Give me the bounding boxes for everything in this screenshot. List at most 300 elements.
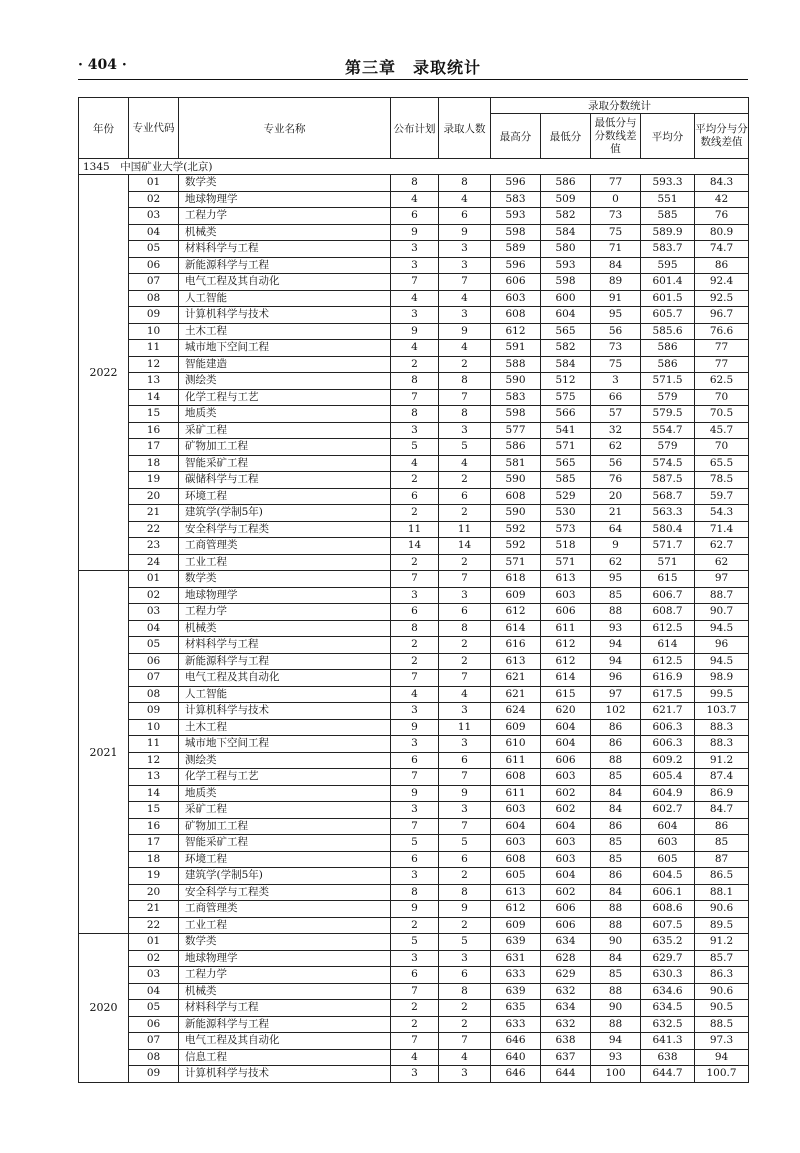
header-rule: [78, 79, 748, 80]
min-cell: 628: [541, 950, 591, 967]
avg-diff-cell: 91.2: [695, 934, 749, 951]
code-cell: 08: [129, 290, 179, 307]
min-diff-cell: 84: [591, 802, 641, 819]
plan-cell: 9: [391, 224, 439, 241]
min-diff-cell: 91: [591, 290, 641, 307]
min-diff-cell: 75: [591, 356, 641, 373]
major-name-cell: 新能源科学与工程: [179, 1016, 391, 1033]
admit-cell: 9: [439, 785, 491, 802]
admit-cell: 5: [439, 835, 491, 852]
min-cell: 575: [541, 389, 591, 406]
avg-diff-cell: 45.7: [695, 422, 749, 439]
major-name-cell: 工业工程: [179, 554, 391, 571]
plan-cell: 6: [391, 488, 439, 505]
avg-cell: 616.9: [641, 670, 695, 687]
table-row: [79, 422, 749, 439]
major-name-cell: 智能采矿工程: [179, 835, 391, 852]
avg-diff-cell: 90.7: [695, 604, 749, 621]
code-cell: 03: [129, 967, 179, 984]
min-diff-cell: 95: [591, 571, 641, 588]
max-cell: 603: [491, 835, 541, 852]
major-name-cell: 电气工程及其自动化: [179, 1033, 391, 1050]
min-diff-cell: 96: [591, 670, 641, 687]
admit-cell: 3: [439, 802, 491, 819]
min-diff-cell: 57: [591, 406, 641, 423]
min-cell: 620: [541, 703, 591, 720]
table-row: [79, 274, 749, 291]
year-cell: 2021: [79, 571, 129, 934]
header-code: 专业代码: [129, 98, 179, 159]
avg-diff-cell: 80.9: [695, 224, 749, 241]
major-name-cell: 新能源科学与工程: [179, 653, 391, 670]
code-cell: 22: [129, 917, 179, 934]
plan-cell: 3: [391, 950, 439, 967]
plan-cell: 7: [391, 274, 439, 291]
admit-cell: 8: [439, 373, 491, 390]
avg-diff-cell: 92.5: [695, 290, 749, 307]
min-cell: 582: [541, 208, 591, 225]
min-diff-cell: 88: [591, 901, 641, 918]
max-cell: 604: [491, 818, 541, 835]
plan-cell: 3: [391, 257, 439, 274]
min-diff-cell: 85: [591, 851, 641, 868]
plan-cell: 8: [391, 884, 439, 901]
code-cell: 09: [129, 703, 179, 720]
table-row: [79, 868, 749, 885]
code-cell: 08: [129, 686, 179, 703]
min-diff-cell: 84: [591, 950, 641, 967]
table-row: [79, 406, 749, 423]
min-cell: 580: [541, 241, 591, 258]
code-cell: 15: [129, 802, 179, 819]
major-name-cell: 建筑学(学制5年): [179, 505, 391, 522]
plan-cell: 11: [391, 521, 439, 538]
admit-cell: 7: [439, 571, 491, 588]
header-avg-diff: 平均分与分数线差值: [695, 114, 749, 159]
plan-cell: 4: [391, 191, 439, 208]
code-cell: 04: [129, 983, 179, 1000]
avg-cell: 579.5: [641, 406, 695, 423]
major-name-cell: 环境工程: [179, 851, 391, 868]
admit-cell: 3: [439, 1066, 491, 1083]
avg-diff-cell: 96: [695, 637, 749, 654]
major-name-cell: 信息工程: [179, 1049, 391, 1066]
min-diff-cell: 90: [591, 1000, 641, 1017]
min-cell: 565: [541, 455, 591, 472]
major-name-cell: 工程力学: [179, 967, 391, 984]
code-cell: 14: [129, 785, 179, 802]
code-cell: 01: [129, 571, 179, 588]
major-name-cell: 人工智能: [179, 686, 391, 703]
table-row: [79, 290, 749, 307]
major-name-cell: 地球物理学: [179, 191, 391, 208]
table-row: [79, 686, 749, 703]
plan-cell: 6: [391, 604, 439, 621]
avg-diff-cell: 84.7: [695, 802, 749, 819]
min-diff-cell: 32: [591, 422, 641, 439]
plan-cell: 7: [391, 1033, 439, 1050]
avg-cell: 607.5: [641, 917, 695, 934]
avg-diff-cell: 90.5: [695, 1000, 749, 1017]
code-cell: 17: [129, 835, 179, 852]
code-cell: 17: [129, 439, 179, 456]
code-cell: 16: [129, 818, 179, 835]
major-name-cell: 工商管理类: [179, 538, 391, 555]
max-cell: 640: [491, 1049, 541, 1066]
plan-cell: 6: [391, 752, 439, 769]
code-cell: 03: [129, 208, 179, 225]
major-name-cell: 测绘类: [179, 752, 391, 769]
avg-diff-cell: 77: [695, 356, 749, 373]
avg-diff-cell: 88.1: [695, 884, 749, 901]
min-cell: 613: [541, 571, 591, 588]
code-cell: 05: [129, 1000, 179, 1017]
table-row: [79, 1016, 749, 1033]
major-name-cell: 工程力学: [179, 208, 391, 225]
plan-cell: 4: [391, 455, 439, 472]
min-diff-cell: 85: [591, 769, 641, 786]
avg-cell: 608.6: [641, 901, 695, 918]
admit-cell: 7: [439, 389, 491, 406]
plan-cell: 6: [391, 851, 439, 868]
avg-cell: 617.5: [641, 686, 695, 703]
table-row: [79, 1000, 749, 1017]
major-name-cell: 安全科学与工程类: [179, 521, 391, 538]
min-cell: 584: [541, 356, 591, 373]
min-cell: 571: [541, 554, 591, 571]
major-name-cell: 数学类: [179, 571, 391, 588]
admit-cell: 7: [439, 1033, 491, 1050]
avg-cell: 586: [641, 356, 695, 373]
admit-cell: 7: [439, 274, 491, 291]
min-diff-cell: 90: [591, 934, 641, 951]
code-cell: 12: [129, 356, 179, 373]
table-row: [79, 1066, 749, 1083]
max-cell: 614: [491, 620, 541, 637]
table-row: [79, 488, 749, 505]
avg-cell: 554.7: [641, 422, 695, 439]
admit-cell: 8: [439, 983, 491, 1000]
code-cell: 07: [129, 1033, 179, 1050]
plan-cell: 4: [391, 340, 439, 357]
table-row: [79, 884, 749, 901]
plan-cell: 7: [391, 389, 439, 406]
max-cell: 598: [491, 406, 541, 423]
avg-cell: 603: [641, 835, 695, 852]
min-diff-cell: 88: [591, 752, 641, 769]
code-cell: 01: [129, 175, 179, 192]
admit-cell: 3: [439, 703, 491, 720]
avg-cell: 589.9: [641, 224, 695, 241]
min-cell: 603: [541, 851, 591, 868]
avg-diff-cell: 96.7: [695, 307, 749, 324]
code-cell: 07: [129, 274, 179, 291]
header-score-group: 录取分数统计: [491, 98, 749, 114]
avg-cell: 605: [641, 851, 695, 868]
major-name-cell: 地球物理学: [179, 587, 391, 604]
code-cell: 22: [129, 521, 179, 538]
max-cell: 639: [491, 983, 541, 1000]
min-diff-cell: 84: [591, 884, 641, 901]
plan-cell: 7: [391, 769, 439, 786]
school-row: 1345 中国矿业大学(北京): [79, 159, 749, 175]
plan-cell: 3: [391, 587, 439, 604]
avg-cell: 595: [641, 257, 695, 274]
min-diff-cell: 9: [591, 538, 641, 555]
table-row: [79, 521, 749, 538]
major-name-cell: 智能建造: [179, 356, 391, 373]
max-cell: 621: [491, 686, 541, 703]
admit-cell: 4: [439, 1049, 491, 1066]
table-row: [79, 802, 749, 819]
min-diff-cell: 86: [591, 868, 641, 885]
major-name-cell: 新能源科学与工程: [179, 257, 391, 274]
avg-diff-cell: 71.4: [695, 521, 749, 538]
min-diff-cell: 62: [591, 439, 641, 456]
code-cell: 03: [129, 604, 179, 621]
min-diff-cell: 85: [591, 587, 641, 604]
avg-diff-cell: 54.3: [695, 505, 749, 522]
code-cell: 06: [129, 653, 179, 670]
min-diff-cell: 89: [591, 274, 641, 291]
major-name-cell: 矿物加工工程: [179, 439, 391, 456]
plan-cell: 3: [391, 736, 439, 753]
avg-cell: 604.5: [641, 868, 695, 885]
avg-cell: 612.5: [641, 653, 695, 670]
code-cell: 01: [129, 934, 179, 951]
min-diff-cell: 0: [591, 191, 641, 208]
plan-cell: 7: [391, 571, 439, 588]
table-row: [79, 257, 749, 274]
year-cell: 2020: [79, 934, 129, 1083]
avg-diff-cell: 87.4: [695, 769, 749, 786]
min-diff-cell: 21: [591, 505, 641, 522]
avg-diff-cell: 84.3: [695, 175, 749, 192]
min-cell: 634: [541, 1000, 591, 1017]
min-cell: 615: [541, 686, 591, 703]
code-cell: 02: [129, 950, 179, 967]
avg-cell: 586: [641, 340, 695, 357]
admit-cell: 7: [439, 670, 491, 687]
admission-table: [78, 97, 749, 1083]
code-cell: 09: [129, 307, 179, 324]
min-cell: 602: [541, 802, 591, 819]
admit-cell: 3: [439, 422, 491, 439]
table-row: [79, 455, 749, 472]
admit-cell: 6: [439, 208, 491, 225]
table-row: [79, 934, 749, 951]
admit-cell: 2: [439, 356, 491, 373]
table-row: [79, 670, 749, 687]
avg-diff-cell: 76.6: [695, 323, 749, 340]
min-cell: 585: [541, 472, 591, 489]
table-row: [79, 472, 749, 489]
plan-cell: 8: [391, 620, 439, 637]
major-name-cell: 计算机科学与技术: [179, 1066, 391, 1083]
max-cell: 612: [491, 901, 541, 918]
table-row: [79, 554, 749, 571]
max-cell: 609: [491, 917, 541, 934]
header-name: 专业名称: [179, 98, 391, 159]
table-row: [79, 1049, 749, 1066]
max-cell: 588: [491, 356, 541, 373]
min-cell: 603: [541, 769, 591, 786]
table-row: [79, 653, 749, 670]
plan-cell: 4: [391, 1049, 439, 1066]
avg-diff-cell: 77: [695, 340, 749, 357]
major-name-cell: 计算机科学与技术: [179, 703, 391, 720]
min-diff-cell: 86: [591, 818, 641, 835]
min-cell: 604: [541, 719, 591, 736]
table-row: [79, 208, 749, 225]
min-cell: 638: [541, 1033, 591, 1050]
min-diff-cell: 88: [591, 604, 641, 621]
avg-cell: 615: [641, 571, 695, 588]
table-row: [79, 323, 749, 340]
plan-cell: 4: [391, 290, 439, 307]
admit-cell: 2: [439, 653, 491, 670]
plan-cell: 2: [391, 554, 439, 571]
max-cell: 603: [491, 802, 541, 819]
admit-cell: 2: [439, 917, 491, 934]
code-cell: 04: [129, 224, 179, 241]
page-number: · 404 ·: [78, 57, 127, 73]
avg-cell: 602.7: [641, 802, 695, 819]
table-row: [79, 637, 749, 654]
min-cell: 541: [541, 422, 591, 439]
avg-cell: 634.6: [641, 983, 695, 1000]
plan-cell: 9: [391, 323, 439, 340]
table-row: [79, 307, 749, 324]
avg-cell: 635.2: [641, 934, 695, 951]
avg-cell: 583.7: [641, 241, 695, 258]
admit-cell: 3: [439, 587, 491, 604]
plan-cell: 2: [391, 505, 439, 522]
header-avg: 平均分: [641, 114, 695, 159]
min-cell: 637: [541, 1049, 591, 1066]
major-name-cell: 材料科学与工程: [179, 637, 391, 654]
max-cell: 593: [491, 208, 541, 225]
plan-cell: 2: [391, 356, 439, 373]
avg-diff-cell: 86: [695, 257, 749, 274]
table-row: [79, 191, 749, 208]
avg-diff-cell: 88.5: [695, 1016, 749, 1033]
admit-cell: 3: [439, 950, 491, 967]
code-cell: 04: [129, 620, 179, 637]
plan-cell: 2: [391, 1000, 439, 1017]
min-cell: 582: [541, 340, 591, 357]
min-diff-cell: 73: [591, 208, 641, 225]
avg-cell: 634.5: [641, 1000, 695, 1017]
max-cell: 605: [491, 868, 541, 885]
avg-cell: 601.4: [641, 274, 695, 291]
table-row: [79, 835, 749, 852]
plan-cell: 6: [391, 208, 439, 225]
min-cell: 611: [541, 620, 591, 637]
min-diff-cell: 102: [591, 703, 641, 720]
max-cell: 571: [491, 554, 541, 571]
plan-cell: 5: [391, 439, 439, 456]
plan-cell: 8: [391, 175, 439, 192]
header-admit: 录取人数: [439, 98, 491, 159]
min-diff-cell: 94: [591, 637, 641, 654]
avg-diff-cell: 86: [695, 818, 749, 835]
plan-cell: 2: [391, 917, 439, 934]
avg-cell: 593.3: [641, 175, 695, 192]
major-name-cell: 碳储科学与工程: [179, 472, 391, 489]
code-cell: 06: [129, 257, 179, 274]
table-row: [79, 340, 749, 357]
code-cell: 19: [129, 868, 179, 885]
avg-diff-cell: 85.7: [695, 950, 749, 967]
admit-cell: 3: [439, 307, 491, 324]
admit-cell: 3: [439, 241, 491, 258]
plan-cell: 14: [391, 538, 439, 555]
min-diff-cell: 86: [591, 719, 641, 736]
avg-cell: 601.5: [641, 290, 695, 307]
min-diff-cell: 88: [591, 983, 641, 1000]
code-cell: 13: [129, 373, 179, 390]
avg-diff-cell: 76: [695, 208, 749, 225]
table-row: [79, 917, 749, 934]
avg-diff-cell: 87: [695, 851, 749, 868]
avg-cell: 551: [641, 191, 695, 208]
table-row: [79, 505, 749, 522]
plan-cell: 7: [391, 983, 439, 1000]
major-name-cell: 工商管理类: [179, 901, 391, 918]
table-row: [79, 373, 749, 390]
avg-cell: 585.6: [641, 323, 695, 340]
code-cell: 09: [129, 1066, 179, 1083]
min-diff-cell: 93: [591, 1049, 641, 1066]
code-cell: 23: [129, 538, 179, 555]
table-row: [79, 719, 749, 736]
min-diff-cell: 94: [591, 1033, 641, 1050]
header-min-diff: 最低分与分数线差值: [591, 114, 641, 159]
avg-cell: 585: [641, 208, 695, 225]
avg-diff-cell: 89.5: [695, 917, 749, 934]
major-name-cell: 采矿工程: [179, 422, 391, 439]
max-cell: 598: [491, 224, 541, 241]
avg-diff-cell: 98.9: [695, 670, 749, 687]
avg-diff-cell: 88.3: [695, 719, 749, 736]
min-diff-cell: 88: [591, 1016, 641, 1033]
avg-diff-cell: 90.6: [695, 983, 749, 1000]
plan-cell: 7: [391, 818, 439, 835]
avg-cell: 641.3: [641, 1033, 695, 1050]
code-cell: 18: [129, 851, 179, 868]
code-cell: 24: [129, 554, 179, 571]
max-cell: 590: [491, 505, 541, 522]
major-name-cell: 土木工程: [179, 323, 391, 340]
code-cell: 02: [129, 191, 179, 208]
max-cell: 608: [491, 851, 541, 868]
avg-cell: 606.7: [641, 587, 695, 604]
min-diff-cell: 97: [591, 686, 641, 703]
avg-cell: 632.5: [641, 1016, 695, 1033]
code-cell: 18: [129, 455, 179, 472]
max-cell: 646: [491, 1066, 541, 1083]
max-cell: 613: [491, 653, 541, 670]
max-cell: 635: [491, 1000, 541, 1017]
admit-cell: 8: [439, 884, 491, 901]
avg-cell: 587.5: [641, 472, 695, 489]
max-cell: 611: [491, 752, 541, 769]
avg-cell: 571.7: [641, 538, 695, 555]
min-cell: 604: [541, 818, 591, 835]
min-cell: 512: [541, 373, 591, 390]
admit-cell: 4: [439, 455, 491, 472]
